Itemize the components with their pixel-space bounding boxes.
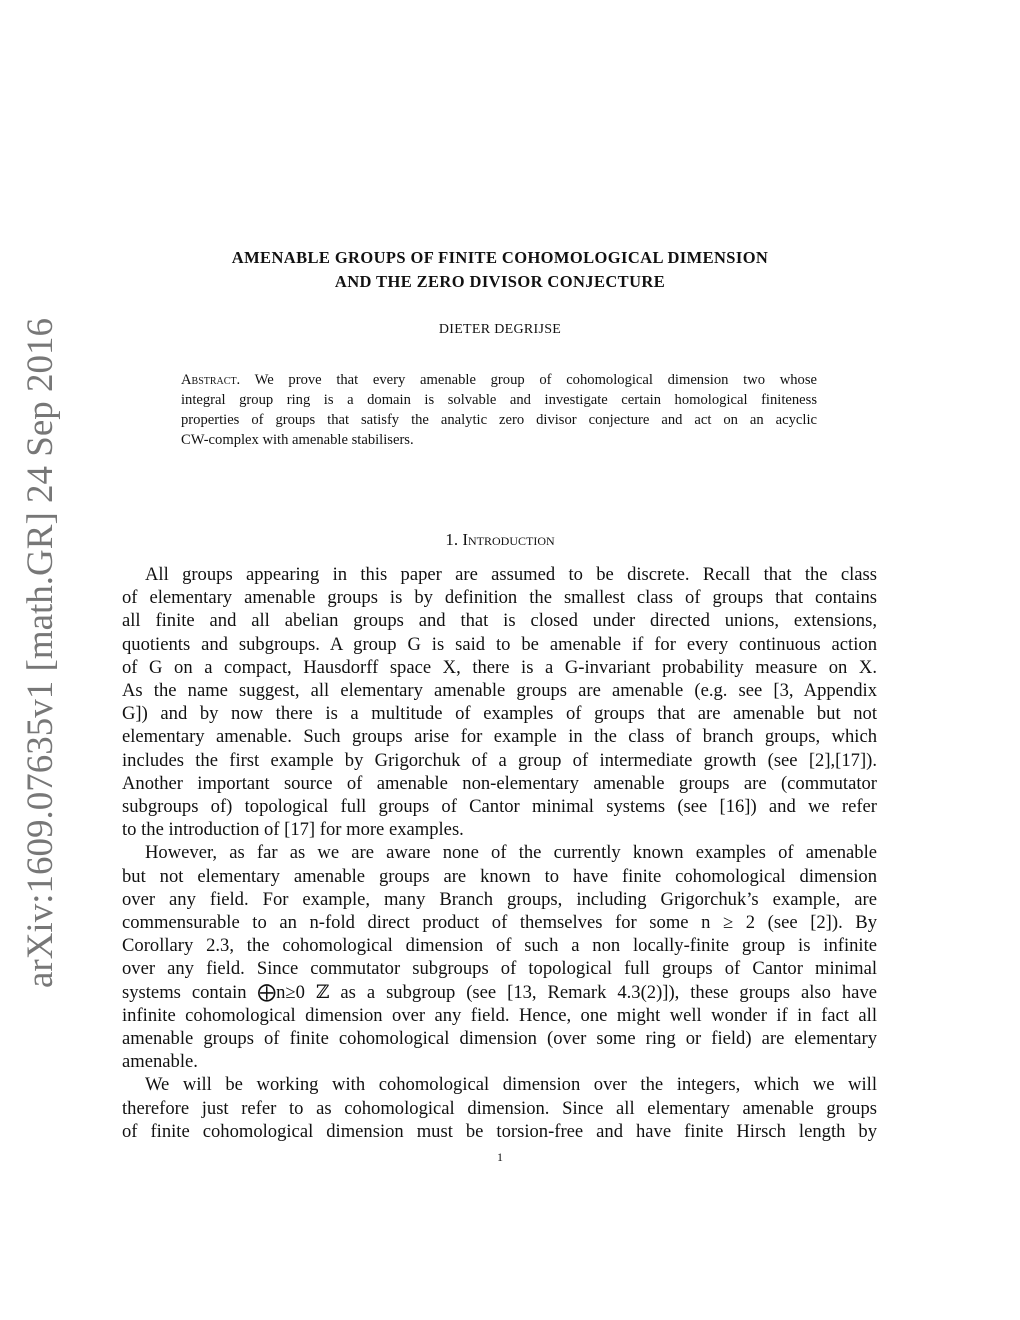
page-number: 1 — [497, 1150, 503, 1164]
paragraph-line: However, as far as we are aware none of the currently known examples of amenable — [145, 842, 877, 864]
paragraph-line: G]) and by now there is a multitude of examples of groups that are amenable but not — [122, 703, 877, 725]
paper-title-line-2: AND THE ZERO DIVISOR CONJECTURE — [334, 272, 666, 291]
paragraph-line: commensurable to an n-fold direct product of themselves for some n ≥ 2 (see [2]). By — [122, 912, 877, 933]
paragraph-line: As the name suggest, all elementary amenable groups are amenable (e.g. see [3, Appendix — [122, 680, 877, 701]
section-heading — [0, 530, 1000, 550]
paragraph-line: All groups appearing in this paper are assumed to be discrete. Recall that the class — [145, 564, 877, 585]
paragraph-line: over any field. Since commutator subgroups of topological full groups of Cantor minimal — [122, 958, 877, 980]
paragraph-line: of elementary amenable groups is by definition the smallest class of groups that contains — [122, 587, 877, 609]
paper-title-line-1: AMENABLE GROUPS OF FINITE COHOMOLOGICAL DIMENSION — [231, 248, 769, 267]
paragraph-line: We will be working with cohomological dimension over the integers, which we will — [145, 1074, 877, 1096]
paragraph-line: to the introduction of [17] for more examples. — [122, 819, 464, 841]
paragraph-line: all finite and all abelian groups and that is closed under directed unions, extensions, — [122, 610, 877, 632]
abstract-line: CW-complex with amenable stabilisers. — [181, 432, 414, 448]
abstract-line: integral group ring is a domain is solvable and investigate certain homological finiteness — [181, 392, 817, 408]
abstract-line: properties of groups that satisfy the analytic zero divisor conjecture and act on an acyclic — [181, 412, 817, 428]
paragraph-line: therefore just refer to as cohomological dimension. Since all elementary amenable groups — [122, 1097, 877, 1119]
paragraph-line: elementary amenable. Such groups arise for example in the class of branch groups, which — [122, 726, 877, 748]
abstract-label: Abstract. — [181, 372, 241, 388]
paragraph-line: but not elementary amenable groups are known to have finite cohomological dimension — [122, 865, 877, 887]
paragraph-line: of G on a compact, Hausdorff space X, there is a G-invariant probability measure on X. — [122, 656, 877, 678]
section-title: Introduction — [462, 530, 555, 549]
arxiv-stamp: arXiv:1609.07635v1 [math.GR] 24 Sep 2016 — [20, 317, 61, 989]
paragraph-line: includes the first example by Grigorchuk of a group of intermediate growth (see [2],[17]). — [122, 749, 877, 771]
abstract-text: We prove that every amenable group of cohomological dimension two whose — [254, 372, 817, 388]
paragraph-line: quotients and subgroups. A group G is said to be amenable if for every continuous action — [122, 633, 877, 655]
paragraph-line: amenable. — [122, 1051, 198, 1073]
paragraph-line: over any field. For example, many Branch groups, including Grigorchuk’s example, are — [122, 888, 877, 910]
section-number: 1. — [445, 530, 459, 549]
paragraph-line: Corollary 2.3, the cohomological dimension of such a non locally-finite group is infinite — [122, 935, 877, 957]
paragraph-line: of finite cohomological dimension must be torsion-free and have finite Hirsch length by — [122, 1120, 877, 1142]
paragraph-line: subgroups of) topological full groups of Cantor minimal systems (see [16]) and we refer — [122, 796, 877, 817]
paragraph-line: Another important source of amenable non-elementary amenable groups are (commutator — [122, 772, 877, 794]
paragraph-line: amenable groups of finite cohomological dimension (over some ring or field) are elementary — [122, 1028, 877, 1049]
paragraph-line: systems contain ⨁n≥0 ℤ as a subgroup (see [13, Remark 4.3(2)]), these groups also have — [122, 981, 877, 1003]
paragraph-line: infinite cohomological dimension over any field. Hence, one might well wonder if in fact all — [122, 1004, 877, 1026]
author: DIETER DEGRIJSE — [438, 322, 562, 337]
abstract-line — [181, 370, 817, 390]
